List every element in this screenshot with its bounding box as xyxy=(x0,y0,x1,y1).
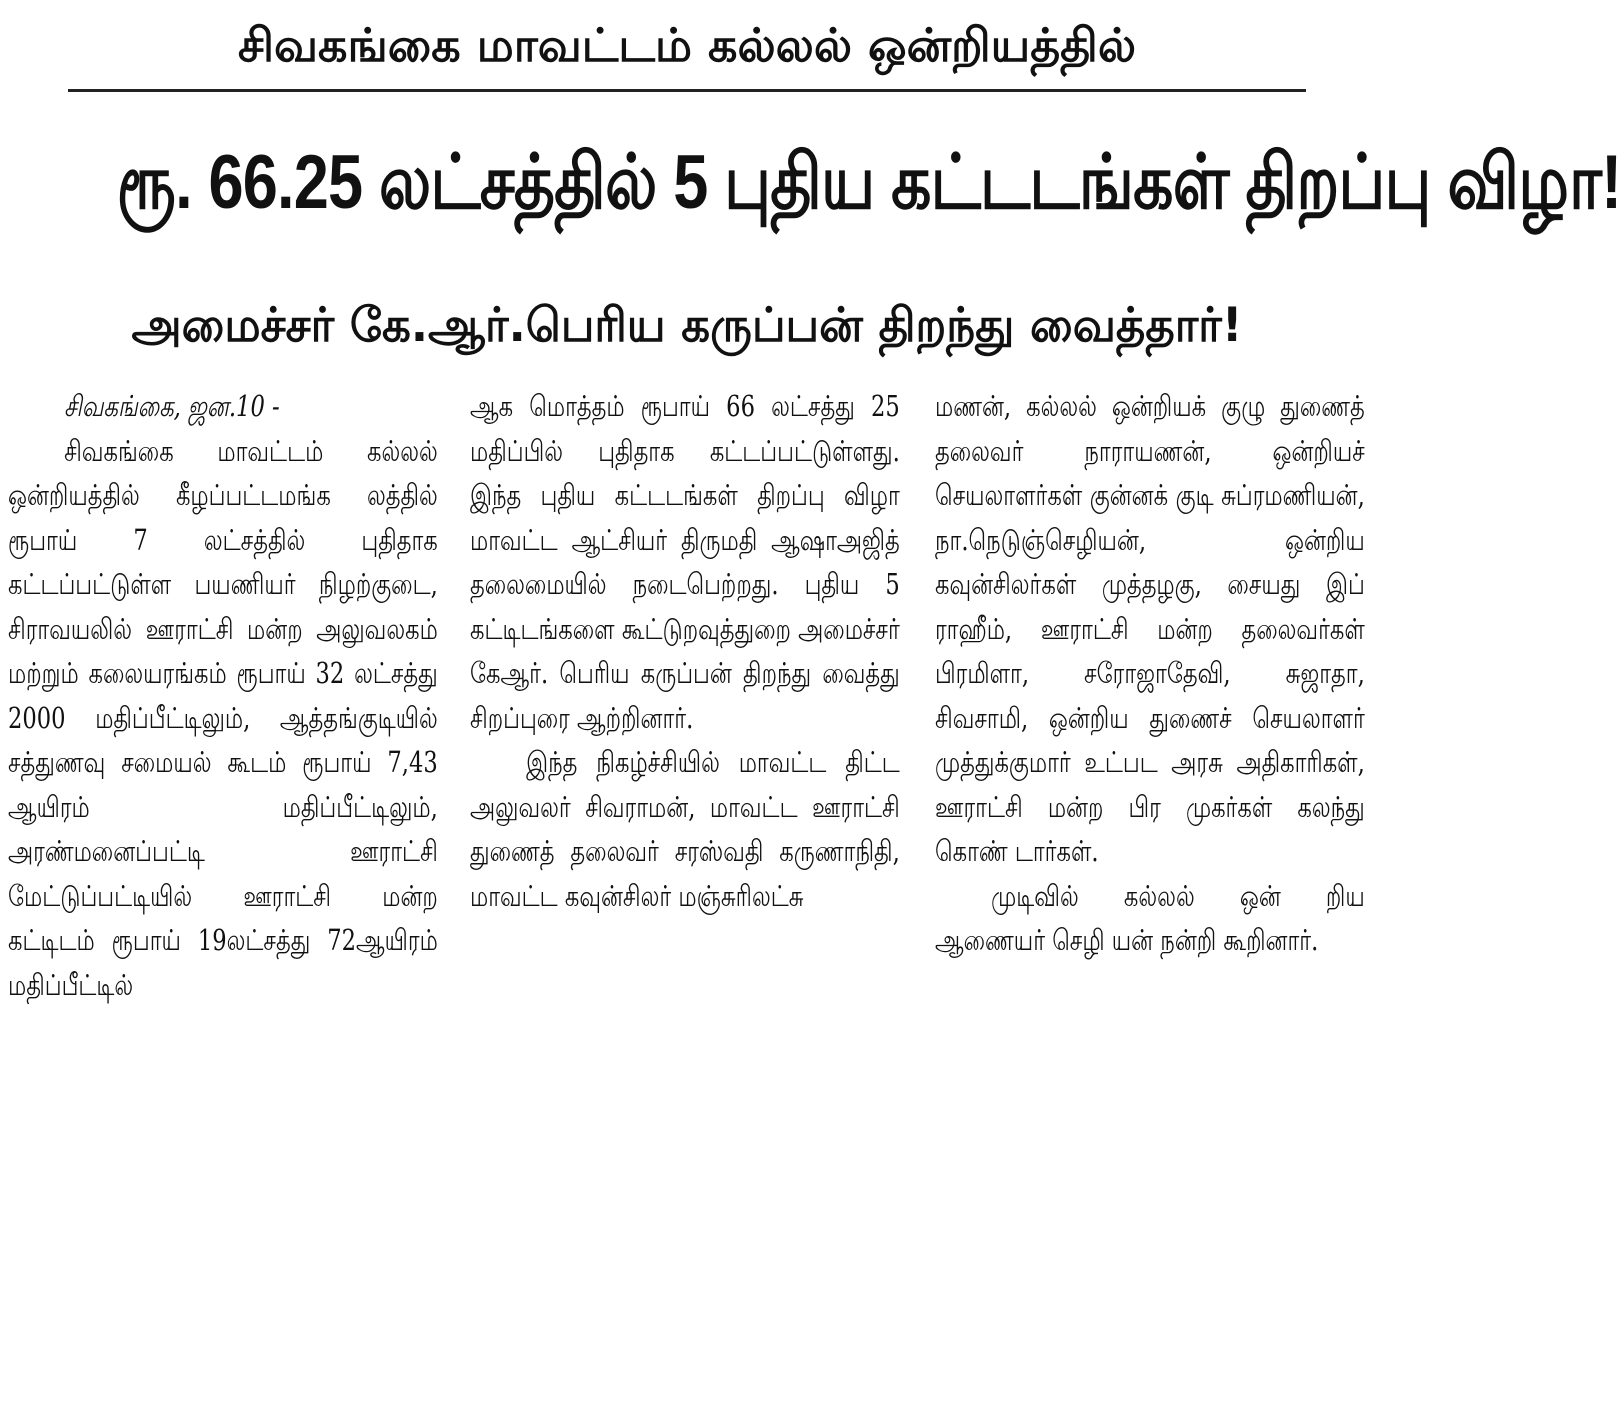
column-3-paragraph-2: முடிவில் கல்லல் ஒன் றிய ஆணையர் செழி யன் நன்றி கூறினார். xyxy=(935,878,1365,957)
column-1-paragraph: சிவகங்கை மாவட்டம் கல்லல் ஒன்றியத்தில் கீழப்பட்டமங்க லத்தில் ரூபாய் 7 லட்சத்தில் புதிதாக கட்டப்பட்டுள்ள பயணியர் நிழற்குடை, சிராவயலில் ஊராட்சி மன்ற அலுவலகம் மற்றும் கலையரங்கம் ரூபாய் 32 லட்சத்து 2000 மதிப்பீட்டிலும், ஆத்தங்குடியில் சத்துணவு சமையல் கூடம் ரூபாய் 7,43 ஆயிரம் மதிப்பீட்டிலும், அரண்மனைப்பட்டி ஊராட்சி மேட்டுப்பட்டியில் ஊராட்சி மன்ற கட்டிடம் ரூபாய் 19லட்சத்து 72ஆயிரம் மதிப்பீட்டில் xyxy=(8,433,438,1002)
column-3-paragraph-1: மணன், கல்லல் ஒன்றியக் குழு துணைத் தலைவர் நாராயணன், ஒன்றியச் செயலாளர்கள் குன்னக் குடி சுப்ரமணியன், நா.நெடுஞ்செழியன், ஒன்றிய கவுன்சிலர்கள் முத்தழகு, சையது இப் ராஹீம், ஊராட்சி மன்ற தலைவர்கள் பிரமிளா, சரோஜாதேவி, சுஜாதா, சிவசாமி, ஒன்றிய துணைச் செயலாளர் முத்துக்குமார் உட்பட அரசு அதிகாரிகள், ஊராட்சி மன்ற பிர முகர்கள் கலந்து கொண் டார்கள். xyxy=(935,389,1365,868)
headline: ரூ. 66.25 லட்சத்தில் 5 புதிய கட்டடங்கள் திறப்பு விழா! xyxy=(116,140,1621,225)
article-column-1 xyxy=(8,384,438,1007)
article-column-2 xyxy=(470,384,900,918)
heading-divider xyxy=(68,89,1306,92)
article-column-3 xyxy=(935,384,1365,963)
column-2-paragraph-2: இந்த நிகழ்ச்சியில் மாவட்ட திட்ட அலுவலர் சிவராமன், மாவட்ட ஊராட்சி துணைத் தலைவர் சரஸ்வதி கருணாநிதி, மாவட்ட கவுன்சிலர் மஞ்சுரிலட்சு xyxy=(470,745,900,913)
column-2-paragraph-1: ஆக மொத்தம் ரூபாய் 66 லட்சத்து 25 மதிப்பில் புதிதாக கட்டப்பட்டுள்ளது. இந்த புதிய கட்டடங்கள் திறப்பு விழா மாவட்ட ஆட்சியர் திருமதி ஆஷாஅஜித் தலைமையில் நடைபெற்றது. புதிய 5 கட்டிடங்களை கூட்டுறவுத்துறை அமைச்சர் கேஆர். பெரிய கருப்பன் திறந்து வைத்து சிறப்புரை ஆற்றினார். xyxy=(470,389,900,735)
dateline: சிவகங்கை, ஜன.10 - xyxy=(64,389,280,423)
kicker-heading: சிவகங்கை மாவட்டம் கல்லல் ஒன்றியத்தில் xyxy=(237,18,1137,72)
subheadline: அமைச்சர் கே.ஆர்.பெரிய கருப்பன் திறந்து வைத்தார்! xyxy=(131,298,1243,353)
